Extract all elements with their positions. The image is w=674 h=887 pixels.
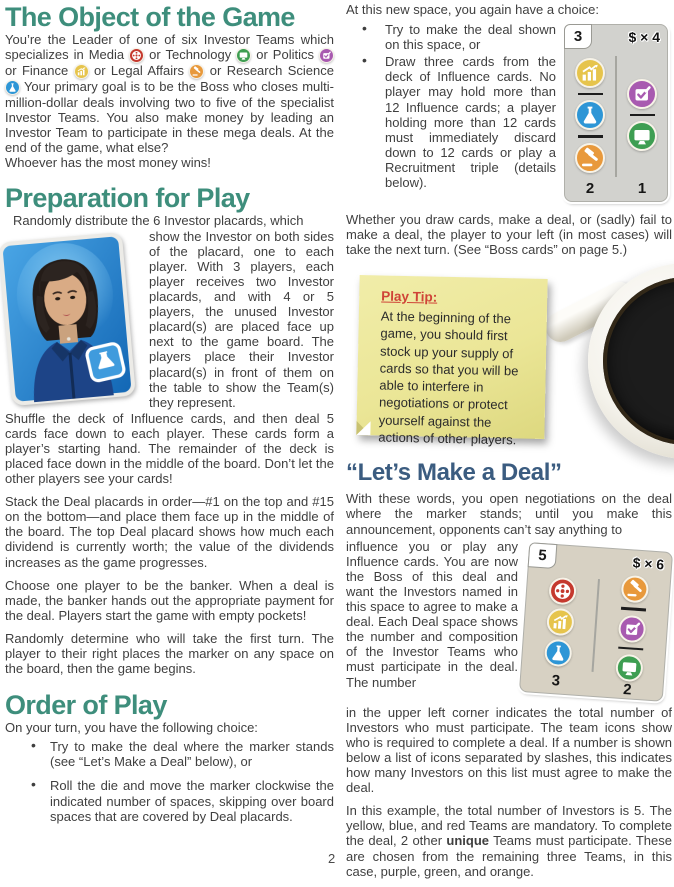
shuffle-paragraph: Shuffle the deck of Influence cards, and then deal 5 cards face down to each player. These cards form a player’s starting hand. The remainder of the deck is placed face down in the middle of the board. Don’t let the other players see your cards! <box>5 410 334 487</box>
new-space-bullet-2: • Draw three cards from the deck of Influence cards. No player may hold more than 12 Influence cards; a player holding more than 12 cards must immediately discard down to 12 cards or play a Recruitment triple (details below). <box>346 54 672 190</box>
left-column <box>5 2 334 833</box>
example-bold-unique: unique <box>446 833 489 849</box>
finance-team-icon <box>546 607 575 636</box>
section-title-preparation: Preparation for Play <box>5 182 250 213</box>
coffee-surface <box>603 277 674 445</box>
new-space-intro: At this new space, you again have a choice: <box>346 2 599 17</box>
deal-card-left-count: 3 <box>551 671 561 690</box>
deal-card-number: 3 <box>564 24 592 49</box>
deal-card-left-group <box>520 568 598 696</box>
science-team-icon <box>543 638 572 667</box>
section-title-object-of-game: The Object of the Game <box>5 2 295 32</box>
slash-separator <box>620 606 645 610</box>
order-bullet-list <box>5 739 334 823</box>
team-icon-list <box>614 574 648 682</box>
play-tip-label: Play Tip: <box>381 288 438 306</box>
investor-portrait-svg <box>0 232 136 406</box>
new-space-bullets <box>346 22 672 190</box>
investor-placard <box>5 229 141 409</box>
slash-separator <box>618 646 643 650</box>
object-text-5: or Legal Affairs <box>88 63 190 79</box>
deal-card-left-count: 2 <box>585 180 595 198</box>
banker-paragraph: Choose one player to be the banker. When a deal is made, the banker hands out the appropriate payment for the deal. Players start the game with empty pockets! <box>5 577 334 623</box>
team-icon-list <box>543 569 577 673</box>
deal-card-payout: $ × 6 <box>632 554 665 573</box>
stack-paragraph: Stack the Deal placards in order—#1 on the top and #15 on the bottom—and place them face up in the middle of the board. The top Deal placard shows how much each dividend is currently worth; the value of the dividends increases as the game progresses. <box>5 494 334 570</box>
technology-team-icon <box>236 48 251 63</box>
next-turn-paragraph: Whether you draw cards, make a deal, or (sadly) fail to make a deal, the player to your left (in most cases) will take the next turn. (See “Boss cards” on page 5.) <box>346 212 672 258</box>
deal-card-5 <box>522 541 672 703</box>
example-text-a: In this example, the total number of Investors is 5. The yellow, blue, and red Teams are mandatory. To complete the deal, 2 other <box>346 803 672 849</box>
new-space-bullet-1: • Try to make the deal shown on this space, or <box>346 22 672 52</box>
deal-body-paragraph: influence you or play any Influence cards. You are now the Boss of this deal and want the Investors named in this space to agree to make a deal. Each Deal space shows the number and composition of the Investor Teams who must participate in the deal. The number <box>346 538 518 690</box>
order-intro: On your turn, you have the following choice: <box>5 720 258 736</box>
investor-placard-illustration <box>0 232 136 406</box>
media-team-icon <box>129 48 144 63</box>
deal-card-payout: $ × 4 <box>628 29 660 46</box>
deal-card-number: 5 <box>528 542 558 569</box>
technology-team-icon <box>614 653 643 682</box>
play-tip-text: At the beginning of the game, you should first stock up your supply of cards so that you will be able to interfere in negotiations or protect yourself against the actions of other players. <box>378 308 519 448</box>
deal-card-right-count: 2 <box>622 680 633 699</box>
preparation-wrap <box>5 229 334 411</box>
politics-team-icon <box>617 614 646 643</box>
deal-wrap <box>346 539 672 705</box>
example-text-b: Teams must participate. These are chosen from the remaining three Teams, in this case, purple, green, and orange. <box>346 833 672 879</box>
object-text-4: or Finance <box>5 63 74 79</box>
order-bullet-1: • Try to make the deal where the marker stands (see “Let’s Make a Deal” below), or <box>5 739 334 769</box>
example-paragraph <box>346 803 672 878</box>
finance-team-icon <box>74 64 89 79</box>
preparation-paragraph: show the Investor on both sides of the placard, one to each player. With 3 players, each player receives two Investor placards, and with 4 or 5 players, the unused Investor placard(s) are placed face up next to the game board. The players place their Investor placard(s) in front of them on the table to show the Team(s) they represent. <box>149 228 334 410</box>
deal-card-right-count: 1 <box>637 180 647 198</box>
object-paragraph <box>5 32 334 171</box>
deal-continued-paragraph: in the upper left corner indicates the total number of Investors who must participate. The team icons show who is required to complete a deal. If a number is shown below a list of icons separated by slashes, this indicates how many Investors on this list must agree to make the deal. <box>346 704 672 796</box>
legal-team-icon <box>189 64 204 79</box>
politics-team-icon <box>319 48 334 63</box>
object-text-7: Your primary goal is to be the Boss who closes multi-million-dollar deals involving two to five of the specialist Investor Teams. You also make money by leading an Investor Team to participate in these mega deals. At the end of the game, what else? <box>5 79 334 156</box>
science-team-icon <box>5 80 20 95</box>
deal-intro-paragraph: With these words, you open negotiations on the deal where the marker stands; until you make this announcement, opponents can’t say anything to <box>346 491 672 537</box>
order-bullet-2: • Roll the die and move the marker clockwise the indicated number of spaces, skipping over board spaces that are covered by Deal placards. <box>5 778 334 823</box>
preparation-intro-line: Randomly distribute the 6 Investor placards, which <box>13 212 304 228</box>
section-title-order-of-play: Order of Play <box>5 690 167 721</box>
page-number: 2 <box>328 851 336 866</box>
right-column <box>346 2 672 887</box>
object-text-6: or Research Science <box>204 63 334 79</box>
deal-card-right-group <box>592 573 670 701</box>
media-team-icon <box>548 576 577 605</box>
legal-team-icon <box>620 574 649 603</box>
object-text-1: You’re the Leader of one of six Investor Teams which specializes in Media <box>5 32 334 63</box>
object-text-2: or Technology <box>144 47 237 63</box>
coffee-cup-photo <box>576 255 674 470</box>
object-text-3: or Politics <box>251 47 319 63</box>
object-text-8: Whoever has the most money wins! <box>5 155 211 171</box>
new-space-wrap <box>346 22 672 208</box>
tip-and-coffee-row <box>346 265 672 455</box>
play-tip-sticky-note <box>356 275 547 448</box>
first-turn-paragraph: Randomly determine who will take the first turn. The player to their right places the marker on any space on the board, then the game begins. <box>5 630 334 677</box>
section-title-lets-make-a-deal: “Let’s Make a Deal” <box>346 459 562 487</box>
